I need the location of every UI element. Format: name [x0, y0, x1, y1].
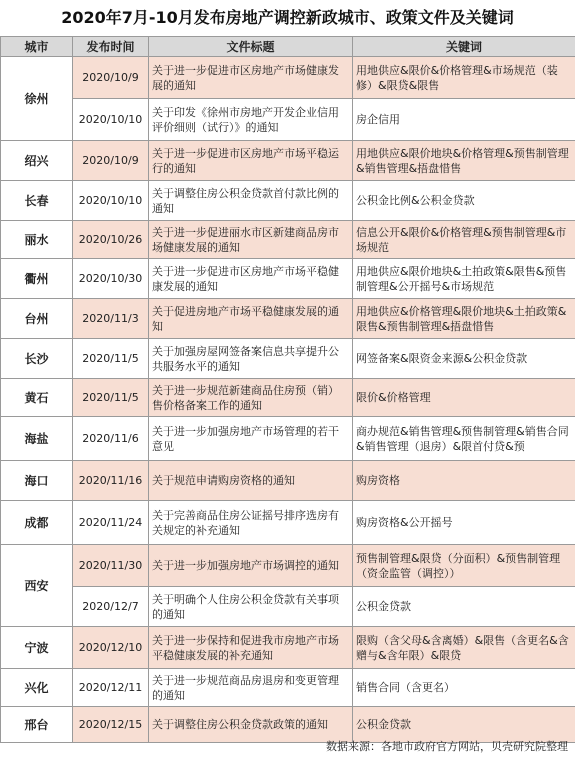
table-row	[1, 545, 575, 587]
doc-title-cell: 关于印发《徐州市房地产开发企业信用评价细则（试行）》的通知	[149, 99, 353, 141]
city-cell: 海口	[1, 461, 73, 501]
keywords-cell: 商办规范&销售管理&预售制管理&销售合同&销售管理（退房）&限首付贷&预	[353, 417, 575, 461]
table-row	[1, 669, 575, 707]
keywords-cell: 网签备案&限资金来源&公积金贷款	[353, 339, 575, 379]
doc-title-cell: 关于进一步保持和促进我市房地产市场平稳健康发展的补充通知	[149, 627, 353, 669]
city-cell: 成都	[1, 501, 73, 545]
date-cell: 2020/11/6	[73, 417, 149, 461]
city-cell: 衢州	[1, 259, 73, 299]
doc-title-cell: 关于加强房屋网签备案信息共享提升公共服务水平的通知	[149, 339, 353, 379]
doc-title-cell: 关于调整住房公积金贷款首付款比例的通知	[149, 181, 353, 221]
keywords-cell: 用地供应&价格管理&限价地块&土拍政策&限售&预售制管理&捂盘惜售	[353, 299, 575, 339]
header-row	[1, 37, 575, 57]
table-row	[1, 379, 575, 417]
header-keywords: 关键词	[353, 37, 575, 57]
date-cell: 2020/11/24	[73, 501, 149, 545]
table-row	[1, 99, 575, 141]
city-cell: 绍兴	[1, 141, 73, 181]
page-title: 2020年7月-10月发布房地产调控新政城市、政策文件及关键词	[61, 8, 514, 27]
keywords-cell: 购房资格	[353, 461, 575, 501]
table-row	[1, 501, 575, 545]
keywords-cell: 公积金比例&公积金贷款	[353, 181, 575, 221]
date-cell: 2020/10/30	[73, 259, 149, 299]
doc-title-cell: 关于明确个人住房公积金贷款有关事项的通知	[149, 587, 353, 627]
doc-title-cell: 关于进一步规范商品房退房和变更管理的通知	[149, 669, 353, 707]
city-cell: 海盐	[1, 417, 73, 461]
keywords-cell: 限价&价格管理	[353, 379, 575, 417]
keywords-cell: 用地供应&限价地块&价格管理&预售制管理&销售管理&捂盘惜售	[353, 141, 575, 181]
table-row	[1, 299, 575, 339]
header-doc-title: 文件标题	[149, 37, 353, 57]
keywords-cell: 限购（含父母&含离婚）&限售（含更名&含赠与&含年限）&限贷	[353, 627, 575, 669]
data-source-note: 数据来源：各地市政府官方网站，贝壳研究院整理	[326, 740, 568, 753]
table-row	[1, 339, 575, 379]
city-cell: 徐州	[1, 57, 73, 141]
date-cell: 2020/10/9	[73, 141, 149, 181]
doc-title-cell: 关于促进房地产市场平稳健康发展的通知	[149, 299, 353, 339]
city-cell: 宁波	[1, 627, 73, 669]
table-row	[1, 259, 575, 299]
doc-title-cell: 关于进一步加强房地产市场调控的通知	[149, 545, 353, 587]
doc-title-cell: 关于进一步加强房地产市场管理的若干意见	[149, 417, 353, 461]
table-row	[1, 587, 575, 627]
date-cell: 2020/11/16	[73, 461, 149, 501]
city-cell: 丽水	[1, 221, 73, 259]
doc-title-cell: 关于进一步促进市区房地产市场健康发展的通知	[149, 57, 353, 99]
city-cell: 长沙	[1, 339, 73, 379]
doc-title-cell: 关于规范申请购房资格的通知	[149, 461, 353, 501]
policy-table	[0, 36, 575, 743]
city-cell: 长春	[1, 181, 73, 221]
keywords-cell: 公积金贷款	[353, 707, 575, 743]
city-cell: 台州	[1, 299, 73, 339]
doc-title-cell: 关于进一步促进市区房地产市场平稳运行的通知	[149, 141, 353, 181]
keywords-cell: 用地供应&限价地块&土拍政策&限售&预售制管理&公开摇号&市场规范	[353, 259, 575, 299]
keywords-cell: 销售合同（含更名）	[353, 669, 575, 707]
keywords-cell: 用地供应&限价&价格管理&市场规范（装修）&限贷&限售	[353, 57, 575, 99]
table-row	[1, 461, 575, 501]
doc-title-cell: 关于调整住房公积金贷款政策的通知	[149, 707, 353, 743]
keywords-cell: 信息公开&限价&价格管理&预售制管理&市场规范	[353, 221, 575, 259]
header-city: 城市	[1, 37, 73, 57]
date-cell: 2020/12/7	[73, 587, 149, 627]
city-cell: 邢台	[1, 707, 73, 743]
doc-title-cell: 关于完善商品住房公证摇号排序选房有关规定的补充通知	[149, 501, 353, 545]
table-row	[1, 627, 575, 669]
date-cell: 2020/11/3	[73, 299, 149, 339]
date-cell: 2020/11/5	[73, 339, 149, 379]
keywords-cell: 购房资格&公开摇号	[353, 501, 575, 545]
table-row	[1, 141, 575, 181]
date-cell: 2020/12/11	[73, 669, 149, 707]
date-cell: 2020/12/15	[73, 707, 149, 743]
city-cell: 黄石	[1, 379, 73, 417]
table-row	[1, 181, 575, 221]
keywords-cell: 公积金贷款	[353, 587, 575, 627]
doc-title-cell: 关于进一步促进市区房地产市场平稳健康发展的通知	[149, 259, 353, 299]
table-row	[1, 57, 575, 99]
keywords-cell: 预售制管理&限贷（分面积）&预售制管理（资金监管（调控））	[353, 545, 575, 587]
date-cell: 2020/11/30	[73, 545, 149, 587]
date-cell: 2020/10/26	[73, 221, 149, 259]
keywords-cell: 房企信用	[353, 99, 575, 141]
city-cell: 兴化	[1, 669, 73, 707]
doc-title-cell: 关于进一步促进丽水市区新建商品房市场健康发展的通知	[149, 221, 353, 259]
table-row	[1, 417, 575, 461]
table-row	[1, 221, 575, 259]
date-cell: 2020/11/5	[73, 379, 149, 417]
doc-title-cell: 关于进一步规范新建商品住房预（销）售价格备案工作的通知	[149, 379, 353, 417]
date-cell: 2020/10/10	[73, 181, 149, 221]
date-cell: 2020/10/10	[73, 99, 149, 141]
date-cell: 2020/12/10	[73, 627, 149, 669]
date-cell: 2020/10/9	[73, 57, 149, 99]
header-date: 发布时间	[73, 37, 149, 57]
city-cell: 西安	[1, 545, 73, 627]
